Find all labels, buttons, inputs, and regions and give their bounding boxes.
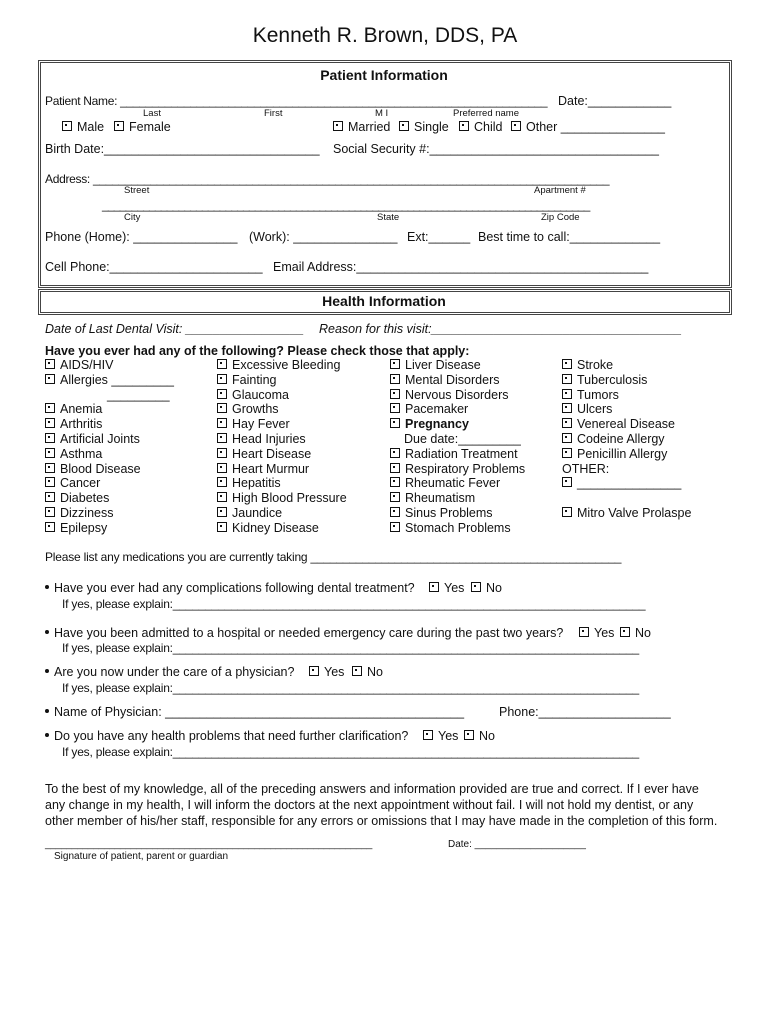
checkbox-icon[interactable]: [429, 582, 439, 592]
condition-item[interactable]: [390, 417, 525, 432]
statement-line-3: other member of his/her staff, responsible for any errors or omissions that I may have made in the completion of this form.: [45, 814, 718, 828]
checkbox-icon[interactable]: [620, 627, 630, 637]
physician-phone-field[interactable]: Phone:___________________: [499, 705, 671, 719]
checkbox-icon[interactable]: [217, 477, 227, 487]
bullet-icon: [45, 669, 49, 673]
checkbox-icon[interactable]: [45, 359, 55, 369]
condition-item[interactable]: Pacemaker: [390, 402, 525, 417]
condition-item[interactable]: Tuberculosis: [562, 373, 691, 388]
checkbox-icon[interactable]: [45, 374, 55, 384]
condition-item[interactable]: Blood Disease: [45, 462, 174, 477]
q3-explain-field[interactable]: If yes, please explain:________________________________________________________________________: [62, 681, 639, 695]
checkbox-icon[interactable]: [45, 403, 55, 413]
condition-item[interactable]: Allergies _________: [45, 373, 174, 388]
medications-field[interactable]: Please list any medications you are currently taking ________________________________________________: [45, 550, 622, 564]
condition-item[interactable]: Asthma: [45, 447, 174, 462]
condition-item[interactable]: Jaundice: [217, 506, 347, 521]
pregnancy-label: Pregnancy: [405, 417, 469, 432]
checkbox-icon[interactable]: [562, 374, 572, 384]
condition-item[interactable]: Artificial Joints: [45, 432, 174, 447]
question-hospital: Have you been admitted to a hospital or needed emergency care during the past two years?: [45, 626, 563, 640]
condition-item[interactable]: Sinus Problems: [390, 506, 525, 521]
q3-yes-option[interactable]: Yes: [309, 665, 344, 679]
checkbox-icon[interactable]: [390, 522, 400, 532]
phone-home-field[interactable]: Phone (Home): _______________: [45, 230, 238, 244]
checkbox-icon[interactable]: [45, 418, 55, 428]
sublabel-city: City: [124, 212, 141, 223]
address-line-2[interactable]: ___________________________________________________________________________________: [102, 198, 590, 212]
ssn-field[interactable]: Social Security #:_________________________________: [333, 142, 659, 156]
condition-item[interactable]: Growths: [217, 402, 347, 417]
q5-explain-field[interactable]: If yes, please explain:________________________________________________________________________: [62, 745, 639, 759]
allergies-blank[interactable]: _________: [107, 387, 170, 402]
conditions-col2: [217, 358, 347, 536]
checkbox-icon[interactable]: [390, 463, 400, 473]
condition-item[interactable]: Radiation Treatment: [390, 447, 525, 462]
cell-phone-field[interactable]: Cell Phone:______________________: [45, 260, 263, 274]
checkbox-icon[interactable]: [217, 359, 227, 369]
checkbox-icon[interactable]: [464, 730, 474, 740]
sublabel-street: Street: [124, 185, 150, 196]
checkbox-icon[interactable]: [390, 448, 400, 458]
sublabel-state: State: [377, 212, 400, 223]
checkbox-icon[interactable]: [217, 433, 227, 443]
checkbox-icon[interactable]: [390, 507, 400, 517]
checkbox-icon[interactable]: [45, 433, 55, 443]
sublabel-zip: Zip Code: [541, 212, 580, 223]
condition-item[interactable]: Penicillin Allergy: [562, 447, 691, 462]
statement-line-2: any change in my health, I will inform the doctors at the next appointment without fail. I will not hold my dentist, or any: [45, 798, 694, 812]
bullet-icon: [45, 630, 49, 634]
bullet-icon: [45, 733, 49, 737]
statement-line-1: To the best of my knowledge, all of the preceding answers and information provided are true and correct. If I ever have: [45, 782, 699, 796]
condition-item[interactable]: Stomach Problems: [390, 521, 525, 536]
checkbox-icon[interactable]: [399, 121, 409, 131]
checkbox-icon[interactable]: [423, 730, 433, 740]
conditions-col1: [45, 358, 174, 536]
question-physician-care: Are you now under the care of a physician?: [45, 665, 294, 679]
checkbox-icon[interactable]: [459, 121, 469, 131]
condition-item[interactable]: Anemia: [45, 402, 174, 417]
q5-yes-option[interactable]: Yes: [423, 729, 458, 743]
checkbox-icon[interactable]: [217, 522, 227, 532]
condition-item[interactable]: Head Injuries: [217, 432, 347, 447]
patient-name-field[interactable]: Patient Name: ___________________________________________________________________: [45, 94, 548, 108]
condition-item[interactable]: Cancer: [45, 476, 174, 491]
checkbox-icon[interactable]: [45, 448, 55, 458]
health-info-heading: Health Information: [322, 293, 446, 309]
condition-item[interactable]: Stroke: [562, 358, 691, 373]
checkbox-icon[interactable]: [45, 522, 55, 532]
signature-label: Signature of patient, parent or guardian: [54, 851, 229, 862]
checkbox-icon[interactable]: [562, 389, 572, 399]
phone-work-field[interactable]: (Work): _______________: [249, 230, 398, 244]
q2-yes-option[interactable]: Yes: [579, 626, 614, 640]
checkbox-icon[interactable]: [333, 121, 343, 131]
checkbox-icon[interactable]: [45, 492, 55, 502]
condition-item[interactable]: Diabetes: [45, 491, 174, 506]
checkbox-icon[interactable]: [562, 448, 572, 458]
condition-item[interactable]: Liver Disease: [390, 358, 525, 373]
condition-item[interactable]: Rheumatic Fever: [390, 476, 525, 491]
condition-item[interactable]: Respiratory Problems: [390, 462, 525, 477]
condition-item[interactable]: Excessive Bleeding: [217, 358, 347, 373]
conditions-col3: [390, 358, 525, 536]
condition-item[interactable]: AIDS/HIV: [45, 358, 174, 373]
signature-field[interactable]: _____________________________________________________________: [45, 839, 373, 850]
married-option[interactable]: Married: [333, 120, 390, 134]
sublabel-mi: M I: [375, 108, 389, 119]
checkbox-icon[interactable]: [217, 403, 227, 413]
checkbox-icon[interactable]: [217, 448, 227, 458]
sublabel-first: First: [264, 108, 283, 119]
condition-item[interactable]: Epilepsy: [45, 521, 174, 536]
condition-item[interactable]: Dizziness: [45, 506, 174, 521]
physician-name-field[interactable]: Name of Physician: ___________________________________________: [45, 705, 464, 719]
condition-item[interactable]: Arthritis: [45, 417, 174, 432]
best-time-field[interactable]: Best time to call:_____________: [478, 230, 661, 244]
condition-item[interactable]: Mental Disorders: [390, 373, 525, 388]
checkbox-icon[interactable]: [352, 666, 362, 676]
checkbox-icon[interactable]: [217, 492, 227, 502]
email-field[interactable]: Email Address:__________________________________________: [273, 260, 649, 274]
condition-item[interactable]: Codeine Allergy: [562, 432, 691, 447]
checkbox-icon[interactable]: [390, 403, 400, 413]
checkbox-icon[interactable]: [390, 389, 400, 399]
question-complications: Have you ever had any complications following dental treatment?: [45, 581, 415, 595]
condition-item[interactable]: Hepatitis: [217, 476, 347, 491]
birth-date-field[interactable]: Birth Date:_______________________________: [45, 142, 320, 156]
signature-date-field[interactable]: Date: ____________________: [448, 839, 586, 850]
other-label: OTHER:: [562, 461, 610, 476]
checkbox-icon[interactable]: [45, 463, 55, 473]
condition-item[interactable]: Fainting: [217, 373, 347, 388]
q2-no-option[interactable]: No: [620, 626, 651, 640]
last-visit-field[interactable]: Date of Last Dental Visit: _________________: [45, 322, 304, 336]
checkbox-icon[interactable]: [390, 359, 400, 369]
other-condition-item[interactable]: _______________: [562, 476, 691, 491]
q1-no-option[interactable]: No: [471, 581, 502, 595]
checkbox-icon[interactable]: [390, 477, 400, 487]
sublabel-preferred: Preferred name: [453, 108, 520, 119]
condition-item[interactable]: Glaucoma: [217, 388, 347, 403]
q2-explain-field[interactable]: If yes, please explain:________________________________________________________________________: [62, 641, 639, 655]
checkbox-icon[interactable]: [471, 582, 481, 592]
checkbox-icon[interactable]: [62, 121, 72, 131]
checkbox-icon[interactable]: [45, 477, 55, 487]
condition-item[interactable]: Ulcers: [562, 402, 691, 417]
checkbox-icon[interactable]: [562, 433, 572, 443]
checkbox-icon[interactable]: [217, 507, 227, 517]
q1-yes-option[interactable]: Yes: [429, 581, 464, 595]
address-field[interactable]: Address: _________________________________________________________________________________: [45, 172, 610, 186]
condition-item[interactable]: Heart Disease: [217, 447, 347, 462]
condition-item[interactable]: Kidney Disease: [217, 521, 347, 536]
checkbox-icon[interactable]: [579, 627, 589, 637]
checkbox-icon[interactable]: [390, 418, 400, 428]
conditions-col4: [562, 358, 691, 521]
other-option[interactable]: Other _______________: [511, 120, 665, 134]
spacer: [562, 491, 691, 506]
checkbox-icon[interactable]: [217, 389, 227, 399]
checkbox-icon[interactable]: [390, 492, 400, 502]
checkbox-icon[interactable]: [562, 477, 572, 487]
date-field[interactable]: Date:____________: [558, 94, 672, 108]
single-option[interactable]: Single: [399, 120, 449, 134]
sublabel-apartment: Apartment #: [534, 185, 586, 196]
bullet-icon: [45, 585, 49, 589]
condition-item[interactable]: Hay Fever: [217, 417, 347, 432]
checkbox-icon[interactable]: [390, 374, 400, 384]
checkbox-icon[interactable]: [511, 121, 521, 131]
checkbox-icon[interactable]: [114, 121, 124, 131]
checkbox-icon[interactable]: [562, 507, 572, 517]
condition-item[interactable]: Nervous Disorders: [390, 388, 525, 403]
male-option[interactable]: Male: [62, 120, 104, 134]
reason-field[interactable]: Reason for this visit:____________________________________: [319, 322, 682, 336]
patient-info-heading: Patient Information: [320, 67, 448, 83]
condition-item[interactable]: Tumors: [562, 388, 691, 403]
condition-item[interactable]: Mitro Valve Prolaspe: [562, 506, 691, 521]
condition-item[interactable]: Rheumatism: [390, 491, 525, 506]
page-title: Kenneth R. Brown, DDS, PA: [252, 24, 518, 47]
checkbox-icon[interactable]: [562, 359, 572, 369]
checkbox-icon[interactable]: [217, 463, 227, 473]
q1-explain-field[interactable]: If yes, please explain:_________________________________________________________________________: [62, 597, 646, 611]
q3-no-option[interactable]: No: [352, 665, 383, 679]
checkbox-icon[interactable]: [217, 374, 227, 384]
sublabel-last: Last: [143, 108, 161, 119]
checkbox-icon[interactable]: [562, 403, 572, 413]
bullet-icon: [45, 709, 49, 713]
female-option[interactable]: Female: [114, 120, 171, 134]
due-date-field[interactable]: Due date:_________: [404, 431, 521, 446]
question-clarification: Do you have any health problems that need further clarification?: [45, 729, 408, 743]
checkbox-icon[interactable]: [45, 507, 55, 517]
condition-item[interactable]: Venereal Disease: [562, 417, 691, 432]
checkbox-icon[interactable]: [562, 418, 572, 428]
ext-field[interactable]: Ext:______: [407, 230, 471, 244]
condition-item[interactable]: High Blood Pressure: [217, 491, 347, 506]
checkbox-icon[interactable]: [217, 418, 227, 428]
child-option[interactable]: Child: [459, 120, 503, 134]
conditions-question: Have you ever had any of the following? Please check those that apply:: [45, 344, 470, 358]
checkbox-icon[interactable]: [309, 666, 319, 676]
q5-no-option[interactable]: No: [464, 729, 495, 743]
condition-item[interactable]: Heart Murmur: [217, 462, 347, 477]
